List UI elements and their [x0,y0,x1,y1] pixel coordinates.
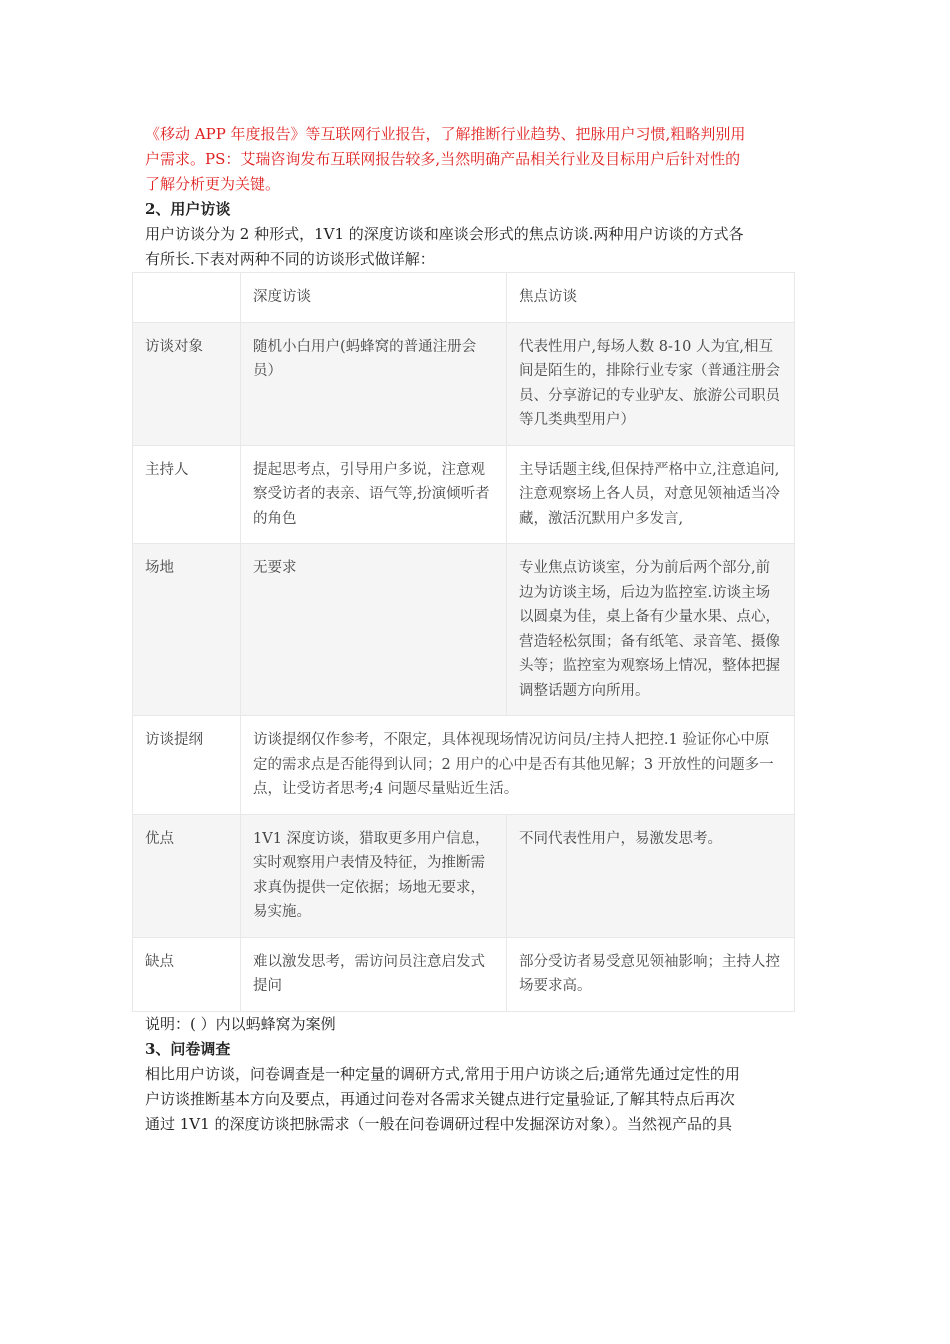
header-cell-focus-interview: 焦点访谈 [507,273,795,323]
section-3-paragraph-line: 通过 1V1 的深度访谈把脉需求（一般在问卷调研过程中发掘深访对象）。当然视产品的具 [145,1114,732,1133]
section-3-paragraph-line: 户访谈推断基本方向及要点，再通过问卷对各需求关键点进行定量验证,了解其特点后再次 [145,1089,735,1108]
table-row [133,716,795,815]
focus-cell: 不同代表性用户，易激发思考。 [507,814,795,937]
table-note: 说明：( ）内以蚂蜂窝为案例 [145,1014,336,1033]
merged-cell: 访谈提纲仅作参考，不限定，具体视现场情况访问员/主持人把控.1 验证你心中原定的需求点是否能得到认同；2 用户的心中是否有其他见解；3 开放性的问题多一点，让受访者思考;4 问题尽量贴近生活。 [241,716,795,815]
header-cell-empty [133,273,241,323]
focus-cell: 部分受访者易受意见领袖影响；主持人控场要求高。 [507,937,795,1011]
table-row [133,445,795,544]
focus-cell: 主导话题主线,但保持严格中立,注意追问,注意观察场上各人员，对意见领袖适当冷藏，激活沉默用户多发言, [507,445,795,544]
focus-cell: 代表性用户,每场人数 8-10 人为宜,相互间是陌生的，排除行业专家（普通注册会员、分享游记的专业驴友、旅游公司职员等几类典型用户） [507,322,795,445]
interview-comparison-table [132,272,795,1012]
row-label: 访谈对象 [133,322,241,445]
table-row [133,544,795,716]
deep-cell: 提起思考点，引导用户多说，注意观察受访者的表亲、语气等,扮演倾听者的角色 [241,445,507,544]
row-label: 场地 [133,544,241,716]
intro-paragraph-line: 《移动 APP 年度报告》等互联网行业报告，了解推断行业趋势、把脉用户习惯,粗略判别用 [145,125,746,143]
row-label: 主持人 [133,445,241,544]
table-header-row [133,273,795,323]
section-2-heading: 2、用户访谈 [145,200,231,218]
table-row [133,937,795,1011]
focus-cell: 专业焦点访谈室，分为前后两个部分,前边为访谈主场，后边为监控室.访谈主场以圆桌为佳，桌上备有少量水果、点心，营造轻松氛围；备有纸笔、录音笔、摄像头等；监控室为观察场上情况，整体把握调整话题方向所用。 [507,544,795,716]
header-cell-deep-interview: 深度访谈 [241,273,507,323]
table-row [133,322,795,445]
row-label: 访谈提纲 [133,716,241,815]
deep-cell: 难以激发思考，需访问员注意启发式提问 [241,937,507,1011]
row-label: 缺点 [133,937,241,1011]
intro-paragraph-line: 了解分析更为关键。 [145,175,281,193]
intro-paragraph-line: 户需求。PS：艾瑞咨询发布互联网报告较多,当然明确产品相关行业及目标用户后针对性的 [145,150,741,168]
deep-cell: 无要求 [241,544,507,716]
section-3-paragraph-line: 相比用户访谈，问卷调查是一种定量的调研方式,常用于用户访谈之后;通常先通过定性的用 [145,1064,740,1083]
deep-cell: 1V1 深度访谈，猎取更多用户信息，实时观察用户表情及特征，为推断需求真伪提供一定依据；场地无要求，易实施。 [241,814,507,937]
section-3-heading: 3、问卷调查 [145,1039,231,1058]
table-row [133,814,795,937]
row-label: 优点 [133,814,241,937]
section-2-paragraph-line: 用户访谈分为 2 种形式，1V1 的深度访谈和座谈会形式的焦点访谈.两种用户访谈的方式各 [145,225,744,243]
deep-cell: 随机小白用户(蚂蜂窝的普通注册会员） [241,322,507,445]
section-2-paragraph-line: 有所长.下表对两种不同的访谈形式做详解： [145,250,435,268]
document-body [145,122,809,1137]
